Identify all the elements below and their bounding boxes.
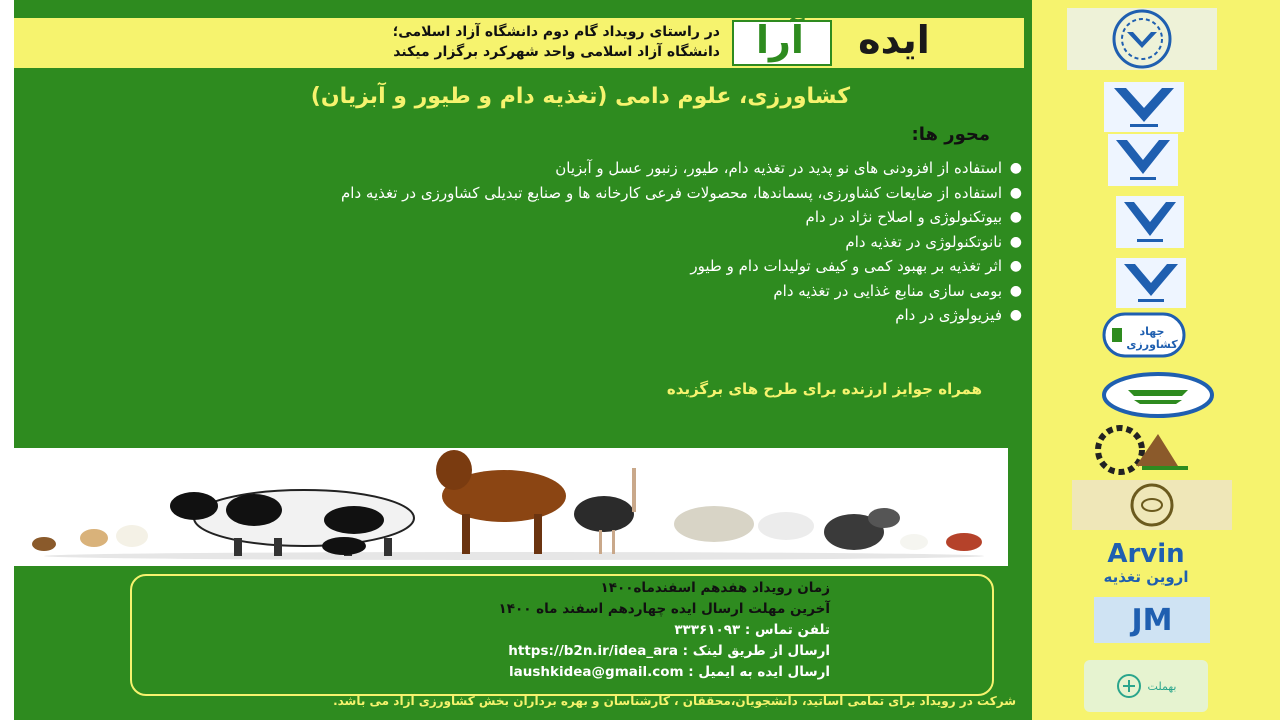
- bullet-icon: ●: [1009, 160, 1022, 176]
- azad-logo-1: [1104, 82, 1184, 132]
- azad-logo-2: [1108, 134, 1178, 186]
- azad-logo-4: [1116, 258, 1186, 308]
- intro-text: [330, 22, 720, 62]
- submission-email[interactable]: ارسال ایده به ایمیل : laushkidea@gmail.com: [509, 664, 830, 680]
- axis-item: ● فیزیولوژی در دام: [30, 303, 1002, 328]
- axis-item: ● استفاده از ضایعات کشاورزی، پسماندها، محصولات فرعی کارخانه ها و صنایع تبدیلی کشاورزی در تغذیه دام: [30, 181, 1002, 206]
- axes-list: [30, 156, 1024, 328]
- axes-heading: محور ها:: [911, 124, 990, 145]
- behmelat-icon: [1116, 673, 1142, 699]
- event-date: زمان رویداد هفدهم اسفندماه۱۴۰۰: [600, 580, 830, 596]
- left-margin: [0, 0, 14, 720]
- animals-illustration: [14, 448, 1008, 566]
- animals-icon: [14, 448, 1008, 566]
- deadline: آخرین مهلت ارسال ایده چهاردهم اسفند ماه ۱۴۰۰: [498, 601, 830, 617]
- jm-logo: [1094, 597, 1210, 643]
- university-main-logo: [1066, 8, 1218, 70]
- phone: تلفن تماس : ۳۳۳۶۱۰۹۳: [674, 622, 830, 638]
- subject-title: کشاورزی، علوم دامی (تغذیه دام و طیور و آبزیان): [310, 84, 850, 109]
- arvin-latin: Arvin: [1107, 539, 1185, 569]
- seal-emblem-icon: [1072, 480, 1232, 530]
- azad-logo-3: [1116, 196, 1184, 248]
- intro-line: دانشگاه آزاد اسلامی واحد شهرکرد برگزار میکند: [393, 44, 720, 60]
- intro-line: در راستای رویداد گام دوم دانشگاه آزاد اسلامی؛: [392, 24, 720, 40]
- seal-logo: [1072, 480, 1232, 530]
- behmelat-label: بهملت: [1147, 679, 1177, 693]
- bullet-icon: ●: [1009, 184, 1022, 201]
- bullet-icon: ●: [1009, 307, 1022, 323]
- azad-emblem-icon: [1104, 82, 1184, 132]
- bullet-icon: ●: [1009, 209, 1022, 225]
- footer-note: شرکت در رویداد برای تمامی اساتید، دانشجویان،محققان ، کارشناسان و بهره برداران بخش کشاورزی آزاد می باشد.: [333, 694, 1016, 708]
- blue-ring-emblem-icon: [1102, 372, 1214, 418]
- gear-icon: [1092, 424, 1196, 476]
- axis-item: ● استفاده از افزودنی های نو پدید در تغذیه دام، طیور، زنبور عسل و آبزیان: [30, 156, 1002, 181]
- azad-emblem-icon: [1116, 196, 1184, 248]
- bullet-icon: ●: [1009, 258, 1022, 274]
- submission-link[interactable]: ارسال از طریق لینک : https://b2n.ir/idea_ara: [508, 643, 830, 659]
- brand-ideh: ایده: [858, 18, 930, 62]
- university-emblem-icon: [1067, 8, 1217, 70]
- info-lines: [150, 578, 830, 683]
- arvin-logo: [1086, 540, 1206, 586]
- jahad-label: جهاد کشاورزی: [1126, 325, 1178, 351]
- bullet-icon: ●: [1009, 282, 1022, 299]
- brand-ara: آرا: [756, 18, 804, 62]
- axis-item: ● بیوتکنولوژی و اصلاح نژاد در دام: [30, 205, 1002, 230]
- jahad-logo: [1102, 312, 1186, 358]
- axis-item: ● بومی سازی منابع غذایی در تغذیه دام: [30, 279, 1002, 304]
- behmelat-logo: [1084, 660, 1208, 712]
- azad-emblem-icon: [1108, 134, 1178, 186]
- jm-label: JM: [1131, 602, 1173, 638]
- engineering-logo: [1092, 424, 1196, 476]
- azad-emblem-icon: [1116, 258, 1186, 308]
- bullet-icon: ●: [1009, 233, 1022, 250]
- sponsor-logo-blue-ring: [1102, 372, 1214, 418]
- arvin-farsi: اروین تغذیه: [1103, 568, 1189, 586]
- prize-note: همراه جوایز ارزنده برای طرح های برگزیده: [666, 380, 982, 398]
- axis-item: ● نانوتکنولوژی در تغذیه دام: [30, 230, 1002, 255]
- axis-item: ● اثر تغذیه بر بهبود کمی و کیفی تولیدات دام و طیور: [30, 254, 1002, 279]
